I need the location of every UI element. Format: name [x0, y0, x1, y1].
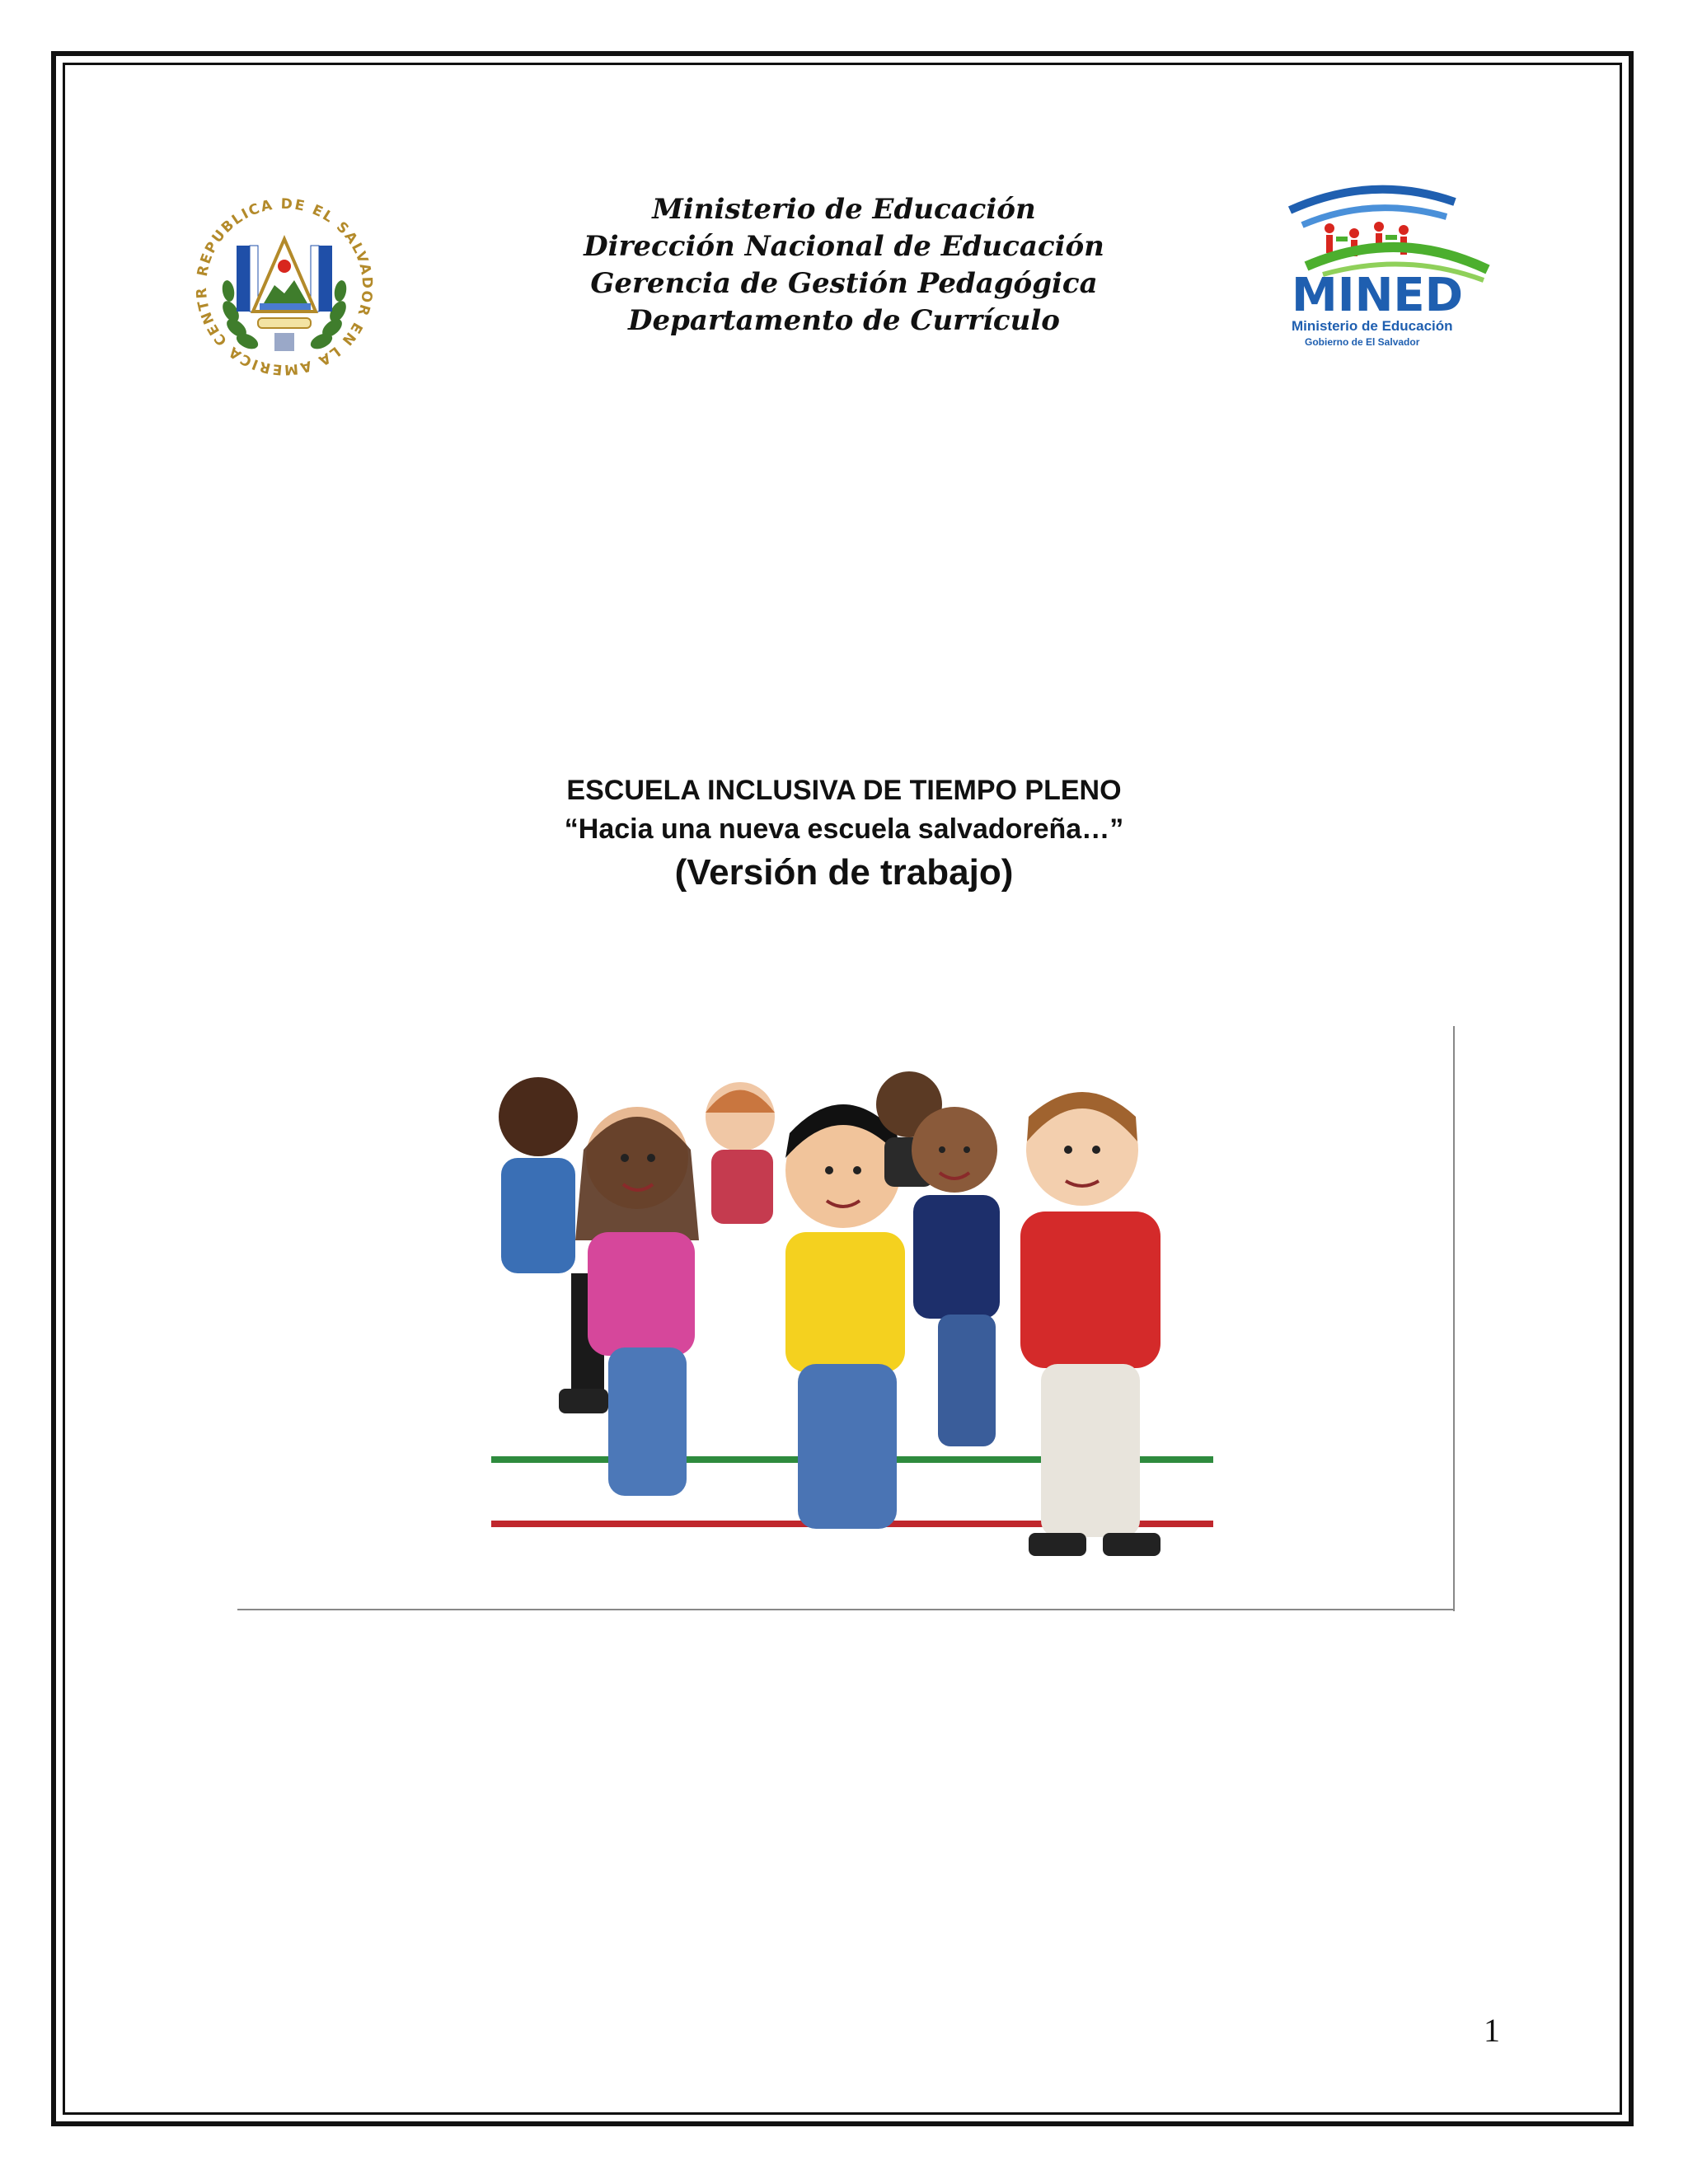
header-line-direction: Dirección Nacional de Educación — [584, 230, 1104, 263]
mined-line2: Gobierno de El Salvador — [1305, 336, 1420, 348]
mined-logo-icon — [1282, 177, 1496, 359]
document-title: ESCUELA INCLUSIVA DE TIEMPO PLENO — [566, 775, 1122, 806]
children-photo-image — [237, 1026, 1455, 1611]
document-version: (Versión de trabajo) — [674, 852, 1014, 893]
mined-brand-text: MINED — [1292, 269, 1464, 322]
coat-of-arms-seal — [185, 188, 383, 386]
header-line-ministry: Ministerio de Educación — [652, 193, 1036, 226]
children-photo — [237, 1026, 1455, 1611]
document-title-block — [432, 771, 1256, 898]
header-line-department: Departamento de Currículo — [628, 304, 1060, 337]
header-institution-block — [495, 191, 1193, 340]
seal-ring-text: REPUBLICA DE EL SALVADOR EN LA AMERICA CENTR — [193, 195, 376, 378]
mined-logo — [1282, 177, 1496, 359]
document-subtitle: “Hacia una nueva escuela salvadoreña…” — [564, 813, 1124, 845]
mined-line1: Ministerio de Educación — [1292, 318, 1453, 334]
page-number: 1 — [1484, 2012, 1500, 2049]
coat-of-arms-icon — [185, 188, 383, 386]
header-line-management: Gerencia de Gestión Pedagógica — [590, 267, 1098, 300]
